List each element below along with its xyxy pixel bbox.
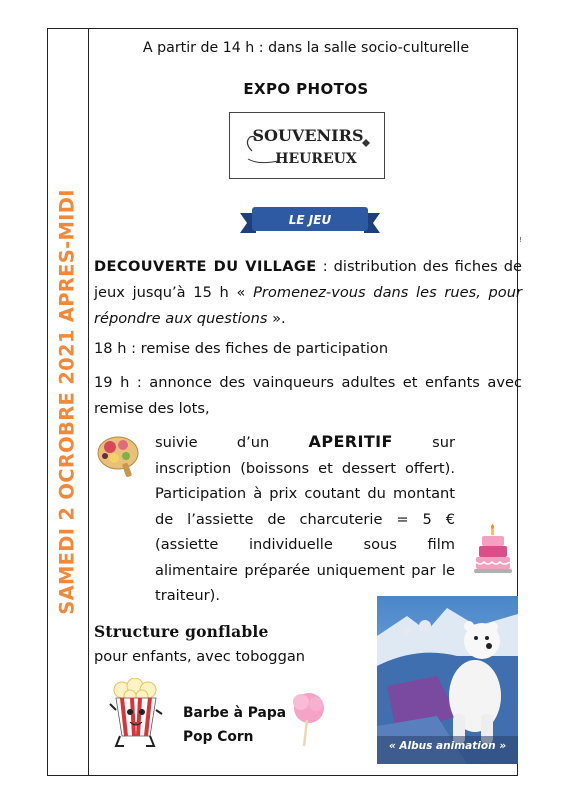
sidebar-date: SAMEDI 2 OCROBRE 2021 APRES-MIDI	[55, 189, 79, 615]
expo-title: EXPO PHOTOS	[243, 80, 369, 98]
souvenirs-heureux-logo	[229, 112, 385, 179]
aperitif-bold: APERITIF	[308, 432, 393, 451]
small-mark: !	[519, 236, 522, 244]
discovery-title: DECOUVERTE DU VILLAGE	[94, 258, 317, 275]
barbe-a-papa: Barbe à Papa	[183, 705, 287, 721]
discovery-paragraph	[94, 254, 522, 332]
aperitif-word-1: suivie	[155, 434, 198, 451]
pop-corn: Pop Corn	[183, 729, 254, 745]
photo-caption: « Albus animation »	[388, 740, 507, 752]
aperitif-paragraph	[155, 429, 455, 609]
logo-line-2: HEUREUX	[275, 151, 357, 167]
bouncy-castle-photo	[377, 596, 518, 764]
structure-title: Structure gonflable	[94, 622, 269, 641]
discovery-text-a: : distribution des fiches de jeux jusqu’à 15 h «	[94, 258, 522, 301]
birthday-cake-icon	[474, 524, 512, 576]
sidebar-divider	[88, 28, 89, 776]
logo-line-1: SOUVENIRS	[252, 126, 364, 145]
le-jeu-banner	[236, 203, 384, 239]
aperitif-word-2: d’un	[236, 434, 270, 451]
discovery-text-b: ».	[267, 310, 286, 327]
time-location-line: A partir de 14 h : dans la salle socio-culturelle	[142, 40, 470, 56]
line-18h: 18 h : remise des fiches de participation	[94, 340, 389, 357]
cotton-candy-icon	[288, 690, 330, 748]
aperitif-word-3: sur	[432, 434, 455, 451]
charcuterie-board-icon	[94, 431, 144, 479]
line-19h: 19 h : annonce des vainqueurs adultes et enfants avec remise des lots,	[94, 374, 522, 417]
popcorn-mascot-icon	[108, 678, 164, 750]
snacks-list	[183, 701, 286, 749]
discovery-italic: Promenez-vous dans les rues, pour répondre aux questions	[94, 284, 522, 327]
structure-description: pour enfants, avec toboggan	[94, 648, 306, 665]
banner-label: LE JEU	[288, 213, 332, 227]
aperitif-rest: inscription (boissons et dessert offert). Participation à prix coutant du montant de l’assiette de charcuterie = 5 € (assiette individuelle sous film alimentaire préparée uniquement par le traiteur).	[155, 459, 455, 604]
